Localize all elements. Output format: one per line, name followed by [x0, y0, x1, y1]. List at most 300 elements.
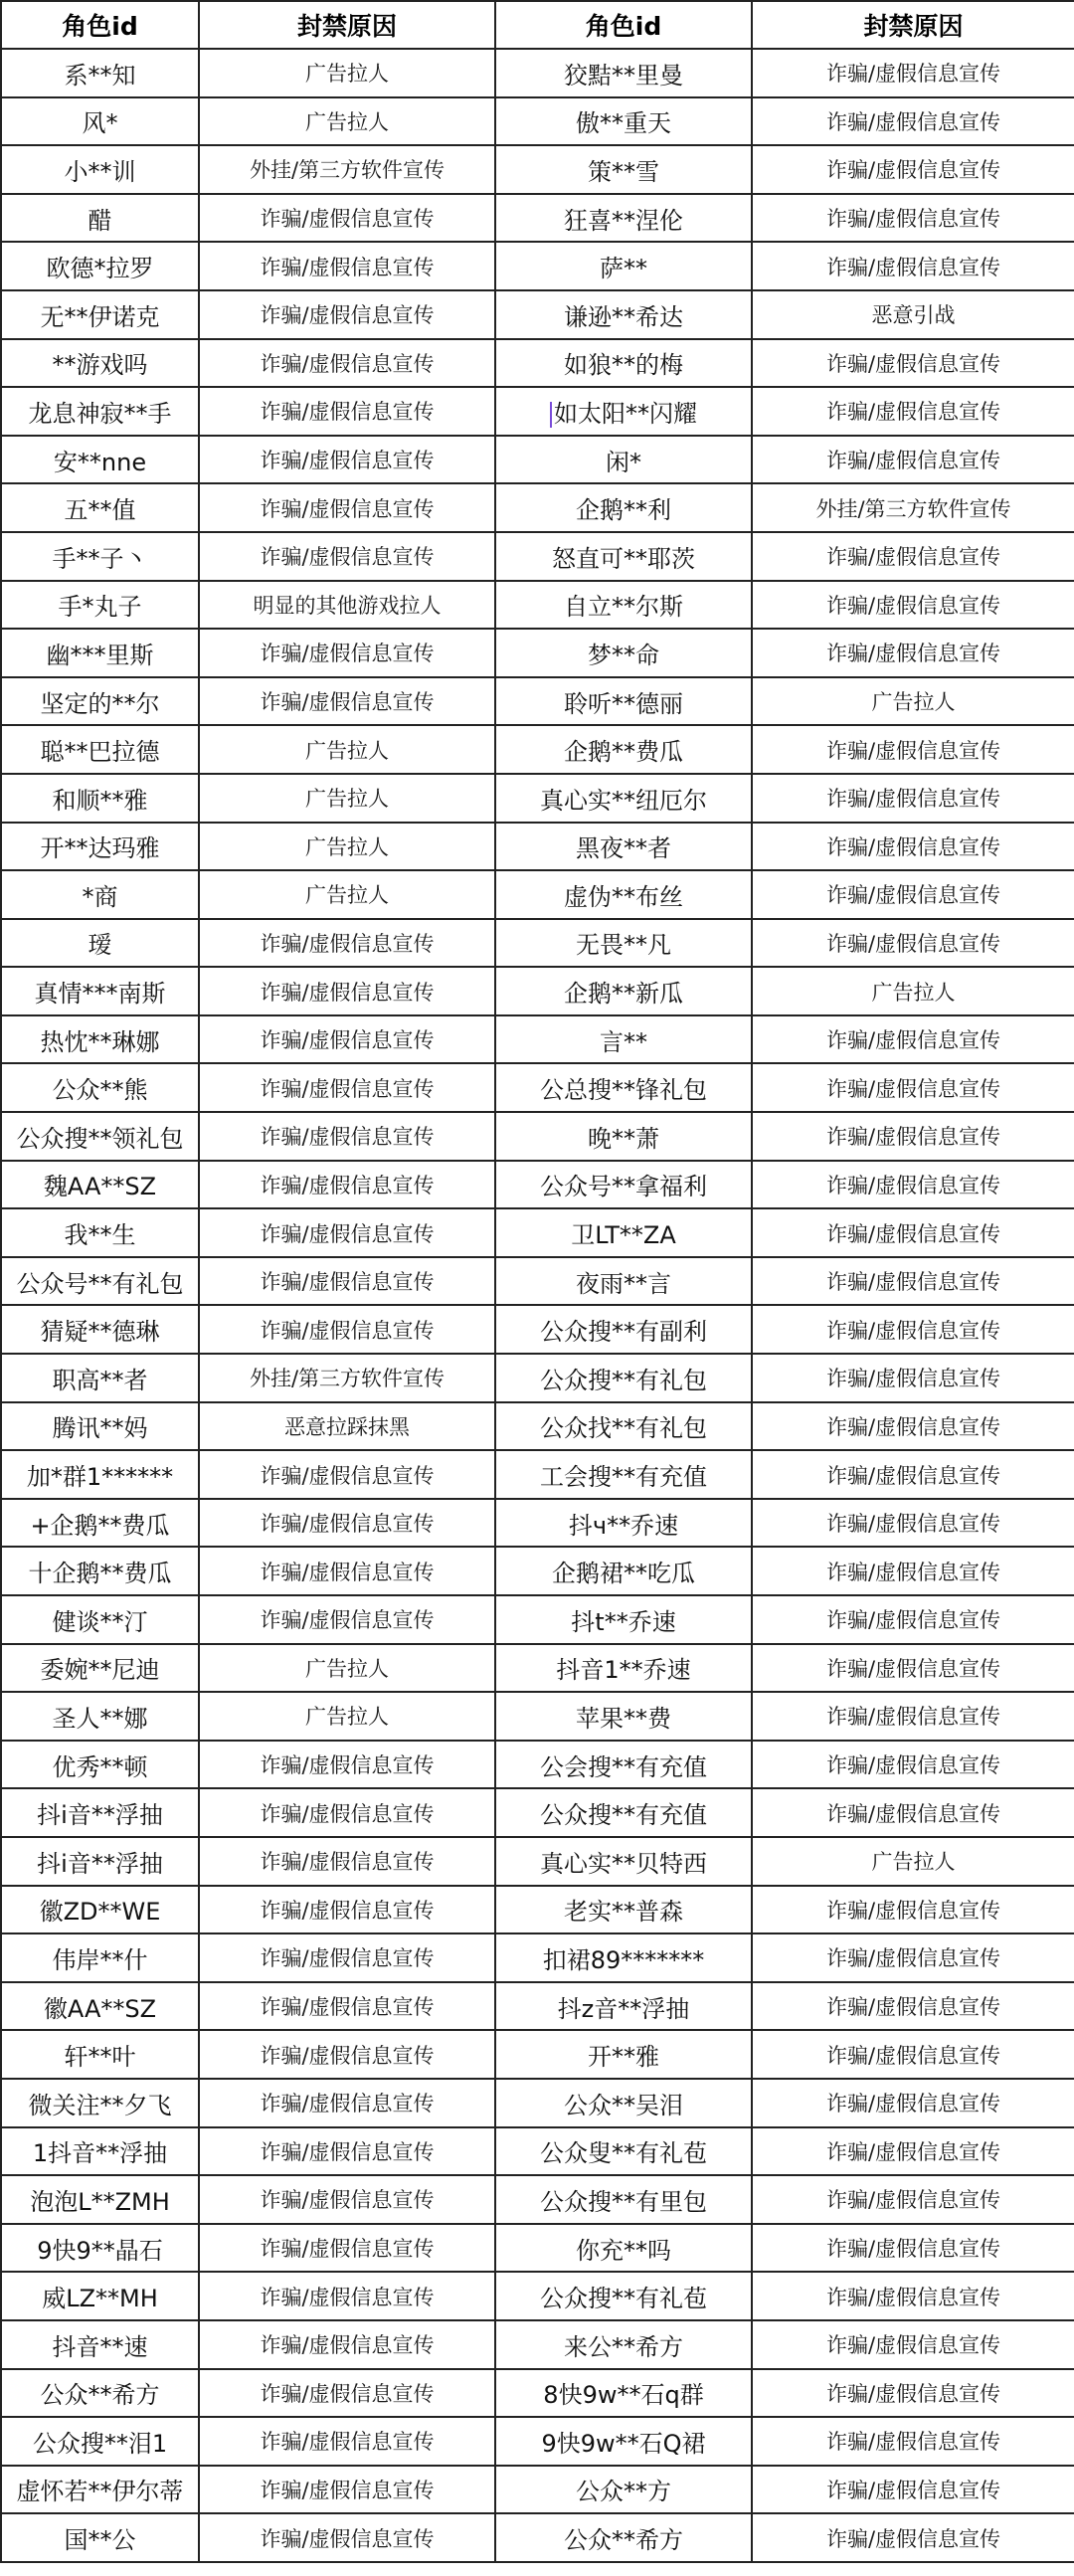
cell-text: 诈骗/虚假信息宣传: [825, 109, 1001, 134]
cell-text: 诈骗/虚假信息宣传: [825, 787, 1001, 812]
cell-role-id-left: [1, 2272, 199, 2320]
cell-text: 卫LT**ZA: [571, 1221, 676, 1250]
cell-ban-reason-left: [199, 1305, 495, 1354]
cell-text: 来公**希方: [564, 2332, 683, 2361]
cell-ban-reason-right: [752, 1402, 1074, 1451]
header-role-id-left: 角色id: [1, 1, 199, 49]
cell-text: 诈骗/虚假信息宣传: [260, 1028, 435, 1053]
cell-text: 诈骗/虚假信息宣传: [260, 449, 435, 473]
cell-ban-reason-right: [752, 1547, 1074, 1595]
cell-ban-reason-left: [199, 194, 495, 243]
cell-role-id-right: [495, 1692, 752, 1741]
cell-ban-reason-right: [752, 870, 1074, 919]
cell-text: 国**公: [64, 2526, 136, 2555]
cell-role-id-right: [495, 1208, 752, 1257]
cell-text: 诈骗/虚假信息宣传: [260, 1946, 435, 1971]
cell-ban-reason-right: [752, 2175, 1074, 2224]
cell-ban-reason-right: [752, 242, 1074, 290]
cell-ban-reason-left: [199, 823, 495, 871]
cell-text: 诈骗/虚假信息宣传: [825, 2478, 1001, 2502]
cell-ban-reason-left: [199, 339, 495, 388]
table-row: [1, 967, 1074, 1015]
cell-role-id-right: [495, 145, 752, 194]
cell-role-id-left: [1, 242, 199, 290]
table-row: [1, 1161, 1074, 1209]
table-row: [1, 2079, 1074, 2127]
cell-text: 诈骗/虚假信息宣传: [260, 1463, 435, 1488]
cell-text: 公众搜**领礼包: [16, 1124, 184, 1153]
cell-text: 小**训: [64, 157, 136, 186]
cell-ban-reason-right: [752, 1499, 1074, 1548]
cell-text: 诈骗/虚假信息宣传: [260, 1850, 435, 1875]
cell-text: 诈骗/虚假信息宣传: [825, 2333, 1001, 2358]
cell-text: 你充**吗: [576, 2236, 671, 2265]
cell-ban-reason-left: [199, 870, 495, 919]
cell-role-id-left: [1, 145, 199, 194]
table-row: [1, 919, 1074, 968]
cell-role-id-right: [495, 1015, 752, 1064]
cell-ban-reason-left: [199, 677, 495, 726]
cell-ban-reason-right: [752, 97, 1074, 146]
cell-role-id-left: [1, 629, 199, 677]
cell-ban-reason-left: [199, 97, 495, 146]
cell-text: 抖i音**浮抽: [37, 1849, 163, 1878]
cell-text: 诈骗/虚假信息宣传: [825, 1995, 1001, 2020]
header-row: [1, 1, 1074, 49]
cell-text: 如狼**的梅: [564, 351, 683, 380]
cell-ban-reason-left: [199, 290, 495, 339]
table-row: [1, 483, 1074, 532]
cell-text: 魏AA**SZ: [43, 1173, 157, 1201]
cell-text: 聆听**德丽: [564, 689, 683, 718]
cell-ban-reason-right: [752, 1257, 1074, 1306]
cell-ban-reason-right: [752, 919, 1074, 968]
cell-text: 委婉**尼迪: [40, 1656, 160, 1685]
cell-text: 广告拉人: [305, 834, 389, 859]
cell-role-id-left: [1, 49, 199, 97]
cell-ban-reason-left: [199, 145, 495, 194]
cell-role-id-right: [495, 2079, 752, 2127]
cell-role-id-right: [495, 2175, 752, 2224]
table-row: [1, 2224, 1074, 2273]
cell-role-id-left: [1, 2369, 199, 2418]
cell-role-id-right: [495, 774, 752, 823]
cell-ban-reason-right: [752, 1015, 1074, 1064]
cell-text: 诈骗/虚假信息宣传: [825, 642, 1001, 666]
cell-text: 健谈**汀: [52, 1607, 148, 1636]
cell-text: 诈骗/虚假信息宣传: [260, 1753, 435, 1778]
cell-text: 诈骗/虚假信息宣传: [260, 690, 435, 715]
table-row: [1, 1112, 1074, 1161]
cell-text: 腾讯**妈: [52, 1414, 148, 1443]
cell-ban-reason-left: [199, 919, 495, 968]
table-row: [1, 774, 1074, 823]
cell-text: 诈骗/虚假信息宣传: [825, 1753, 1001, 1778]
cell-text: 恶意引战: [871, 303, 956, 328]
cell-text: 诈骗/虚假信息宣传: [825, 400, 1001, 425]
cell-text: 我**生: [64, 1221, 136, 1250]
table-row: [1, 49, 1074, 97]
cell-role-id-right: [495, 1257, 752, 1306]
cell-role-id-right: [495, 2272, 752, 2320]
cell-text: 诈骗/虚假信息宣传: [260, 2139, 435, 2164]
cell-text: 外挂/第三方软件宣传: [249, 1367, 446, 1391]
cell-ban-reason-left: [199, 2079, 495, 2127]
cell-role-id-left: [1, 581, 199, 630]
cell-text: 公众搜**有里包: [540, 2187, 707, 2216]
cell-text: 公会搜**有充值: [540, 1752, 707, 1781]
cell-ban-reason-right: [752, 1305, 1074, 1354]
cell-text: **游戏吗: [52, 351, 148, 380]
table-row: [1, 1692, 1074, 1741]
table-row: [1, 823, 1074, 871]
cell-ban-reason-left: [199, 1837, 495, 1886]
cell-role-id-left: [1, 1933, 199, 1982]
cell-text: 徽AA**SZ: [43, 1994, 157, 2023]
cell-text: 外挂/第三方软件宣传: [815, 496, 1011, 521]
cell-ban-reason-left: [199, 2127, 495, 2176]
cell-text: 诈骗/虚假信息宣传: [825, 1656, 1001, 1681]
cell-text: 诈骗/虚假信息宣传: [260, 255, 435, 279]
cell-ban-reason-left: [199, 1354, 495, 1402]
cell-text: 加*群1******: [26, 1463, 174, 1492]
cell-text: 无**伊诺克: [40, 302, 160, 331]
cell-role-id-right: [495, 967, 752, 1015]
cell-text: 真情***南斯: [34, 980, 166, 1009]
cell-text: 诈骗/虚假信息宣传: [260, 2478, 435, 2502]
cell-text: 8快9w**石q群: [543, 2381, 704, 2410]
cell-ban-reason-right: [752, 823, 1074, 871]
cell-role-id-right: [495, 1741, 752, 1789]
cell-ban-reason-left: [199, 581, 495, 630]
cell-role-id-left: [1, 1402, 199, 1451]
cell-text: 诈骗/虚假信息宣传: [260, 303, 435, 328]
cell-text: 伟岸**什: [52, 1945, 148, 1974]
cell-text: 诈骗/虚假信息宣传: [260, 400, 435, 425]
cell-text: 真心实**纽厄尔: [540, 786, 707, 815]
cell-text: 企鹅**费瓜: [564, 738, 683, 767]
cell-text: 诈骗/虚假信息宣传: [260, 2526, 435, 2551]
cell-role-id-left: [1, 1450, 199, 1499]
cell-ban-reason-left: [199, 629, 495, 677]
cell-text: 诈骗/虚假信息宣传: [825, 1270, 1001, 1295]
cell-text: 抖z音**浮抽: [557, 1994, 690, 2023]
cell-text: 诈骗/虚假信息宣传: [825, 1560, 1001, 1584]
cell-role-id-right: [495, 581, 752, 630]
cell-ban-reason-left: [199, 1982, 495, 2031]
cell-role-id-right: [495, 677, 752, 726]
cell-ban-reason-right: [752, 2513, 1074, 2562]
cell-role-id-left: [1, 2030, 199, 2079]
cell-text: 诈骗/虚假信息宣传: [825, 2430, 1001, 2455]
cell-ban-reason-left: [199, 483, 495, 532]
cell-ban-reason-left: [199, 1741, 495, 1789]
cell-role-id-right: [495, 483, 752, 532]
cell-role-id-left: [1, 1063, 199, 1112]
table-row: [1, 2175, 1074, 2224]
cell-text: 诈骗/虚假信息宣传: [260, 351, 435, 376]
cell-role-id-right: [495, 436, 752, 484]
cell-ban-reason-right: [752, 1837, 1074, 1886]
cell-text: 企鹅裙**吃瓜: [552, 1560, 695, 1588]
cell-ban-reason-right: [752, 2466, 1074, 2514]
cell-ban-reason-right: [752, 1692, 1074, 1741]
cell-text: 诈骗/虚假信息宣传: [260, 2043, 435, 2068]
cell-ban-reason-left: [199, 1208, 495, 1257]
cell-text: 诈骗/虚假信息宣传: [260, 1221, 435, 1246]
cell-ban-reason-right: [752, 629, 1074, 677]
cell-text: 诈骗/虚假信息宣传: [260, 1125, 435, 1150]
text-cursor-icon: [550, 402, 552, 428]
cell-role-id-left: [1, 2175, 199, 2224]
cell-text: 诈骗/虚假信息宣传: [260, 2430, 435, 2455]
cell-role-id-right: [495, 1595, 752, 1644]
cell-role-id-right: [495, 2320, 752, 2369]
cell-text: 微关注**夕飞: [28, 2091, 172, 2119]
cell-role-id-right: [495, 242, 752, 290]
cell-text: 广告拉人: [305, 109, 389, 134]
table-row: [1, 1741, 1074, 1789]
table-row: [1, 2466, 1074, 2514]
cell-text: 公众搜**泪1: [32, 2429, 168, 2458]
cell-ban-reason-right: [752, 194, 1074, 243]
cell-ban-reason-left: [199, 1402, 495, 1451]
cell-role-id-right: [495, 194, 752, 243]
cell-text: 诈骗/虚假信息宣传: [260, 496, 435, 521]
cell-text: 广告拉人: [305, 883, 389, 908]
cell-role-id-left: [1, 290, 199, 339]
cell-text: 广告拉人: [305, 1705, 389, 1730]
cell-role-id-right: [495, 339, 752, 388]
cell-role-id-left: [1, 2127, 199, 2176]
cell-text: 无畏**凡: [576, 931, 671, 960]
cell-role-id-left: [1, 532, 199, 581]
cell-text: 公众找**有礼包: [540, 1414, 707, 1443]
cell-text: 诈骗/虚假信息宣传: [825, 1463, 1001, 1488]
cell-text: 公总搜**锋礼包: [540, 1076, 707, 1105]
cell-text: 真心实**贝特西: [540, 1849, 707, 1878]
cell-text: 公众**吴泪: [564, 2091, 683, 2119]
cell-text: 诈骗/虚假信息宣传: [260, 642, 435, 666]
cell-role-id-right: [495, 1886, 752, 1934]
cell-ban-reason-right: [752, 1063, 1074, 1112]
cell-text: 虚怀若**伊尔蒂: [16, 2478, 184, 2506]
cell-text: 9快9w**石Q裙: [541, 2429, 706, 2458]
cell-role-id-left: [1, 1644, 199, 1693]
cell-role-id-right: [495, 1354, 752, 1402]
cell-text: 抖t**乔速: [571, 1607, 676, 1636]
table-row: [1, 870, 1074, 919]
cell-text: 闲*: [606, 448, 641, 476]
cell-ban-reason-left: [199, 1257, 495, 1306]
cell-ban-reason-left: [199, 1063, 495, 1112]
cell-text: 诈骗/虚假信息宣传: [825, 2092, 1001, 2116]
cell-ban-reason-right: [752, 1450, 1074, 1499]
cell-ban-reason-left: [199, 436, 495, 484]
cell-text: 企鹅**新瓜: [564, 980, 683, 1009]
cell-ban-reason-right: [752, 339, 1074, 388]
table-row: [1, 387, 1074, 436]
cell-role-id-left: [1, 725, 199, 774]
cell-role-id-left: [1, 1547, 199, 1595]
table-row: [1, 2030, 1074, 2079]
cell-text: 狂喜**涅伦: [564, 206, 683, 235]
cell-role-id-left: [1, 774, 199, 823]
table-row: [1, 145, 1074, 194]
cell-text: 虚伪**布丝: [564, 882, 683, 911]
cell-text: 工会搜**有充值: [540, 1463, 707, 1492]
cell-role-id-left: [1, 1788, 199, 1837]
cell-role-id-left: [1, 1837, 199, 1886]
cell-ban-reason-right: [752, 967, 1074, 1015]
cell-ban-reason-right: [752, 436, 1074, 484]
cell-text: 企鹅**利: [576, 496, 671, 525]
cell-text: 抖ч**乔速: [568, 1511, 679, 1540]
table-row: [1, 1886, 1074, 1934]
cell-role-id-right: [495, 1788, 752, 1837]
table-row: [1, 1982, 1074, 2031]
table-row: [1, 1450, 1074, 1499]
table-row: [1, 1499, 1074, 1548]
table-row: [1, 1933, 1074, 1982]
cell-text: 醋: [88, 206, 112, 235]
cell-text: 抖音1**乔速: [556, 1656, 691, 1685]
cell-text: 诈骗/虚假信息宣传: [260, 2237, 435, 2262]
cell-text: 诈骗/虚假信息宣传: [825, 1801, 1001, 1826]
table-row: [1, 290, 1074, 339]
cell-ban-reason-left: [199, 2320, 495, 2369]
cell-text: 诈骗/虚假信息宣传: [825, 834, 1001, 859]
cell-ban-reason-left: [199, 2224, 495, 2273]
cell-role-id-left: [1, 2320, 199, 2369]
cell-ban-reason-left: [199, 532, 495, 581]
cell-text: 诈骗/虚假信息宣传: [825, 883, 1001, 908]
cell-text: 诈骗/虚假信息宣传: [260, 2285, 435, 2309]
cell-ban-reason-left: [199, 1547, 495, 1595]
cell-role-id-right: [495, 2030, 752, 2079]
cell-ban-reason-right: [752, 1788, 1074, 1837]
cell-text: 自立**尔斯: [564, 593, 683, 622]
cell-text: 十企鹅**费瓜: [28, 1560, 172, 1588]
cell-role-id-left: [1, 2224, 199, 2273]
cell-text: 诈骗/虚假信息宣传: [825, 1028, 1001, 1053]
cell-text: 手**子丶: [52, 544, 148, 573]
cell-text: 如太阳**闪耀: [554, 399, 697, 428]
cell-role-id-left: [1, 1741, 199, 1789]
cell-text: 公众号**拿福利: [540, 1173, 707, 1201]
table-body: [1, 49, 1074, 2562]
table-row: [1, 1547, 1074, 1595]
cell-ban-reason-left: [199, 1450, 495, 1499]
cell-text: 策**雪: [588, 157, 659, 186]
cell-text: 诈骗/虚假信息宣传: [825, 1946, 1001, 1971]
cell-role-id-right: [495, 1837, 752, 1886]
cell-role-id-right: [495, 2224, 752, 2273]
cell-ban-reason-left: [199, 2417, 495, 2466]
cell-ban-reason-left: [199, 1499, 495, 1548]
cell-ban-reason-right: [752, 581, 1074, 630]
cell-text: 诈骗/虚假信息宣传: [825, 351, 1001, 376]
cell-role-id-right: [495, 870, 752, 919]
cell-text: 幽***里斯: [46, 641, 154, 669]
cell-text: 诈骗/虚假信息宣传: [260, 2092, 435, 2116]
cell-ban-reason-left: [199, 1788, 495, 1837]
cell-text: 公众搜**有礼包: [540, 1366, 707, 1394]
cell-role-id-left: [1, 1257, 199, 1306]
table-row: [1, 2127, 1074, 2176]
cell-text: 公众搜**有充值: [540, 1801, 707, 1830]
header-ban-reason-left: 封禁原因: [199, 1, 495, 49]
cell-text: 诈骗/虚假信息宣传: [825, 1608, 1001, 1633]
cell-text: 诈骗/虚假信息宣传: [825, 1898, 1001, 1923]
cell-text: 坚定的**尔: [40, 689, 160, 718]
cell-ban-reason-right: [752, 2079, 1074, 2127]
cell-text: 龙息神寂**手: [28, 399, 172, 428]
cell-text: 言**: [600, 1027, 647, 1056]
cell-text: 诈骗/虚假信息宣传: [825, 2526, 1001, 2551]
cell-text: 诈骗/虚假信息宣传: [825, 207, 1001, 232]
cell-role-id-left: [1, 1692, 199, 1741]
cell-text: 诈骗/虚假信息宣传: [260, 1512, 435, 1537]
cell-text: 职高**者: [52, 1366, 148, 1394]
cell-text: 诈骗/虚假信息宣传: [825, 1512, 1001, 1537]
cell-role-id-left: [1, 919, 199, 968]
cell-ban-reason-left: [199, 2513, 495, 2562]
cell-ban-reason-right: [752, 290, 1074, 339]
cell-text: 热忱**琳娜: [40, 1027, 160, 1056]
cell-text: 轩**叶: [64, 2043, 136, 2072]
cell-role-id-right: [495, 2417, 752, 2466]
cell-ban-reason-right: [752, 1354, 1074, 1402]
cell-role-id-left: [1, 436, 199, 484]
table-row: [1, 1402, 1074, 1451]
cell-text: 诈骗/虚假信息宣传: [825, 2188, 1001, 2213]
table-header: [1, 1, 1074, 49]
cell-text: 诈骗/虚假信息宣传: [260, 1270, 435, 1295]
cell-text: +企鹅**费瓜: [30, 1511, 170, 1540]
table-row: [1, 1837, 1074, 1886]
cell-ban-reason-left: [199, 1886, 495, 1934]
cell-text: 诈骗/虚假信息宣传: [825, 2139, 1001, 2164]
cell-text: 诈骗/虚假信息宣传: [260, 980, 435, 1005]
cell-text: 广告拉人: [305, 1656, 389, 1681]
table-row: [1, 2417, 1074, 2466]
cell-text: 诈骗/虚假信息宣传: [825, 931, 1001, 956]
cell-role-id-right: [495, 725, 752, 774]
cell-role-id-right: [495, 629, 752, 677]
cell-text: 谦逊**希达: [564, 302, 683, 331]
cell-text: 开**雅: [588, 2043, 659, 2072]
cell-role-id-right: [495, 1644, 752, 1693]
cell-ban-reason-left: [199, 1933, 495, 1982]
cell-text: 恶意拉踩抹黑: [284, 1414, 410, 1439]
table-row: [1, 532, 1074, 581]
table-row: [1, 2320, 1074, 2369]
cell-ban-reason-right: [752, 1112, 1074, 1161]
cell-text: 诈骗/虚假信息宣传: [825, 738, 1001, 763]
cell-ban-reason-right: [752, 387, 1074, 436]
cell-text: 诈骗/虚假信息宣传: [825, 1367, 1001, 1391]
cell-text: 诈骗/虚假信息宣传: [825, 2381, 1001, 2406]
cell-role-id-left: [1, 387, 199, 436]
cell-text: 狡黠**里曼: [564, 61, 683, 90]
cell-role-id-right: [495, 1982, 752, 2031]
cell-role-id-right: [495, 823, 752, 871]
cell-role-id-left: [1, 1208, 199, 1257]
table-row: [1, 725, 1074, 774]
cell-ban-reason-right: [752, 1644, 1074, 1693]
cell-ban-reason-left: [199, 2369, 495, 2418]
